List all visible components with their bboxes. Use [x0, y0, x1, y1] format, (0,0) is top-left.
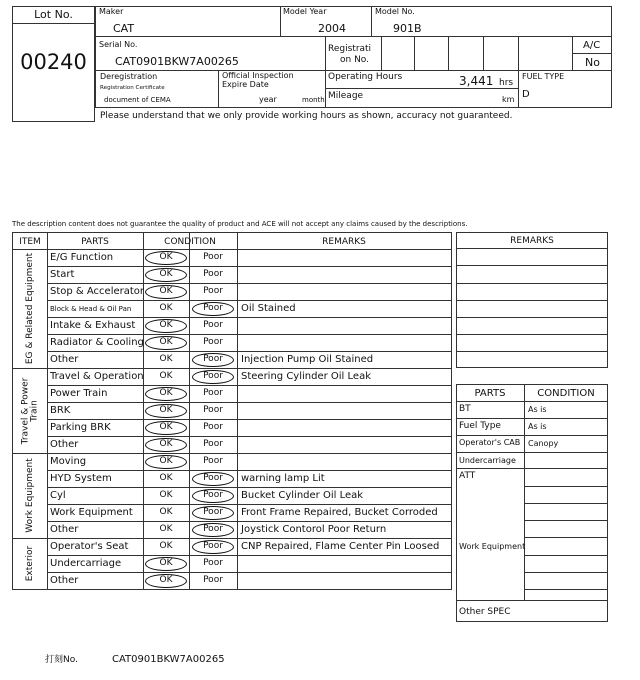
poor-option[interactable]: Poor: [203, 473, 223, 483]
part-label: Work Equipment: [50, 507, 133, 518]
cema-label: document of CEMA: [104, 96, 171, 104]
row-divider: [456, 600, 608, 601]
disclaimer: The description content does not guarantee the quality of product and ACE will not accept any claims caused by the descriptions.: [12, 220, 468, 228]
deregistration-label: Deregistration: [100, 72, 158, 81]
ok-option[interactable]: OK: [159, 575, 173, 585]
divider: [95, 36, 612, 37]
ok-option[interactable]: OK: [159, 371, 173, 381]
fuel-type-value: D: [522, 89, 530, 100]
ok-circle-mark: [145, 285, 187, 299]
month-label: month: [302, 96, 325, 104]
row-divider: [456, 248, 608, 249]
poor-option[interactable]: Poor: [203, 507, 223, 517]
remark-text: Joystick Contorol Poor Return: [241, 524, 387, 535]
row-divider: [456, 401, 608, 402]
km-unit: km: [502, 95, 515, 104]
poor-option[interactable]: Poor: [203, 252, 223, 262]
bt-label: BT: [459, 404, 471, 414]
condition-header: CONDITION: [537, 388, 595, 399]
row-divider: [456, 334, 608, 335]
ok-circle-mark: [145, 268, 187, 282]
row-divider: [47, 402, 451, 403]
fuel-type-spec-label: Fuel Type: [459, 421, 501, 431]
divider: [518, 36, 519, 108]
mileage-label: Mileage: [328, 91, 364, 101]
lot-number: 00240: [20, 50, 87, 74]
fuel-type-spec-value: As is: [528, 422, 547, 431]
operating-hours-label: Operating Hours: [328, 72, 403, 82]
row-divider: [456, 452, 608, 453]
ok-option[interactable]: OK: [159, 541, 173, 551]
row-divider: [524, 537, 608, 538]
part-label: Start: [50, 269, 75, 280]
part-label: Other: [50, 524, 79, 535]
poor-option[interactable]: Poor: [203, 371, 223, 381]
registration-label: Registrati: [328, 44, 372, 54]
part-label: Block & Head & Oil Pan: [50, 305, 132, 313]
ok-option[interactable]: OK: [159, 303, 173, 313]
part-label: Cyl: [50, 490, 66, 501]
poor-circle-mark: [192, 370, 234, 384]
inspection-label-2: Expire Date: [222, 80, 269, 89]
ok-option[interactable]: OK: [159, 456, 173, 466]
poor-circle-mark: [192, 523, 234, 537]
divider: [189, 233, 190, 589]
row-divider: [456, 468, 608, 469]
inspection-table: [12, 232, 452, 590]
part-label: Intake & Exhaust: [50, 320, 136, 331]
ok-option[interactable]: OK: [159, 252, 173, 262]
operator-cab-value: Canopy: [528, 439, 559, 448]
ac-value: No: [585, 56, 600, 69]
row-divider: [524, 520, 608, 521]
remark-text: CNP Repaired, Flame Center Pin Loosed: [241, 541, 440, 552]
operator-cab-label: Operator's CAB: [459, 438, 521, 447]
undercarriage-label: Undercarriage: [459, 456, 516, 465]
year-label: year: [259, 95, 277, 104]
poor-option[interactable]: Poor: [203, 575, 223, 585]
row-divider: [456, 418, 608, 419]
poor-circle-mark: [192, 540, 234, 554]
remarks-header: REMARKS: [510, 236, 554, 246]
remark-text: Steering Cylinder Oil Leak: [241, 371, 371, 382]
bt-value: As is: [528, 405, 547, 414]
poor-option[interactable]: Poor: [203, 422, 223, 432]
part-label: Undercarriage: [50, 558, 122, 569]
ok-option[interactable]: OK: [159, 524, 173, 534]
engraving-label: 打刻No.: [45, 655, 78, 665]
registration-certificate-label: Registration Certificate: [100, 84, 165, 91]
row-divider: [456, 317, 608, 318]
row-divider: [47, 351, 451, 352]
ok-option[interactable]: OK: [159, 473, 173, 483]
poor-circle-mark: [192, 506, 234, 520]
row-divider: [47, 504, 451, 505]
model-no-label: Model No.: [375, 7, 415, 16]
group-label: Travel & Power Train: [20, 377, 39, 444]
divider: [483, 36, 484, 70]
row-divider: [456, 300, 608, 301]
divider: [381, 36, 382, 70]
remark-text: Bucket Cylinder Oil Leak: [241, 490, 364, 501]
poor-circle-mark: [192, 353, 234, 367]
serial-label: Serial No.: [99, 40, 138, 49]
row-divider: [47, 487, 451, 488]
divider: [47, 233, 48, 589]
poor-option[interactable]: Poor: [203, 337, 223, 347]
divider: [280, 6, 281, 36]
divider: [524, 384, 525, 600]
poor-option[interactable]: Poor: [203, 320, 223, 330]
ok-circle-mark: [145, 251, 187, 265]
row-divider: [456, 435, 608, 436]
part-label: Moving: [50, 456, 87, 467]
divider: [414, 36, 415, 70]
remark-text: warning lamp Lit: [241, 473, 325, 484]
remark-text: Injection Pump Oil Stained: [241, 354, 374, 365]
ok-option[interactable]: OK: [159, 558, 173, 568]
poor-option[interactable]: Poor: [203, 456, 223, 466]
row-divider: [47, 334, 451, 335]
model-year-label: Model Year: [283, 7, 327, 16]
ok-option[interactable]: OK: [159, 286, 173, 296]
att-label: ATT: [459, 471, 476, 481]
group-label: EG & Related Equipment: [24, 252, 35, 364]
model-year-value: 2004: [318, 22, 346, 35]
poor-circle-mark: [192, 302, 234, 316]
poor-circle-mark: [192, 472, 234, 486]
ok-option[interactable]: OK: [159, 320, 173, 330]
poor-option[interactable]: Poor: [203, 490, 223, 500]
ok-option[interactable]: OK: [159, 388, 173, 398]
row-divider: [13, 589, 451, 590]
row-divider: [47, 555, 451, 556]
divider: [12, 23, 95, 24]
row-divider: [524, 555, 608, 556]
part-label: Other: [50, 575, 79, 586]
divider: [572, 53, 612, 54]
ok-circle-mark: [145, 455, 187, 469]
group-label: Work Equipment: [24, 457, 35, 533]
poor-option[interactable]: Poor: [203, 405, 223, 415]
row-divider: [47, 436, 451, 437]
poor-option[interactable]: Poor: [203, 439, 223, 449]
operating-hours-value: 3,441: [459, 74, 494, 88]
col-remarks: REMARKS: [322, 237, 366, 247]
hrs-unit: hrs: [499, 78, 514, 88]
divider: [371, 6, 372, 36]
ok-option[interactable]: OK: [159, 405, 173, 415]
ok-option[interactable]: OK: [159, 269, 173, 279]
row-divider: [47, 385, 451, 386]
part-label: Other: [50, 439, 79, 450]
remark-text: Front Frame Repaired, Bucket Corroded: [241, 507, 438, 518]
row-divider: [47, 266, 451, 267]
row-divider: [47, 300, 451, 301]
remark-text: Oil Stained: [241, 303, 296, 314]
row-divider: [456, 283, 608, 284]
divider: [95, 70, 612, 71]
part-label: BRK: [50, 405, 71, 416]
model-no-value: 901B: [393, 22, 422, 35]
col-item: ITEM: [19, 237, 41, 247]
accuracy-note: Please understand that we only provide working hours as shown, accuracy not guaranteed.: [100, 111, 513, 121]
row-divider: [524, 589, 608, 590]
ok-option[interactable]: OK: [159, 507, 173, 517]
ok-circle-mark: [145, 574, 187, 588]
part-label: Parking BRK: [50, 422, 111, 433]
row-divider: [456, 351, 608, 352]
row-divider: [47, 572, 451, 573]
row-divider: [524, 503, 608, 504]
poor-option[interactable]: Poor: [203, 269, 223, 279]
poor-option[interactable]: Poor: [203, 541, 223, 551]
part-label: Operator's Seat: [50, 541, 129, 552]
ok-circle-mark: [145, 404, 187, 418]
other-spec-label: Other SPEC: [459, 607, 511, 617]
poor-option[interactable]: Poor: [203, 524, 223, 534]
col-condition: CONDITION: [164, 237, 216, 247]
parts-header: PARTS: [474, 388, 506, 399]
ok-circle-mark: [145, 319, 187, 333]
engraving-number: CAT0901BKW7A00265: [112, 654, 225, 665]
registration-label-2: on No.: [340, 55, 370, 65]
maker-label: Maker: [99, 7, 124, 16]
row-divider: [47, 470, 451, 471]
poor-option[interactable]: Poor: [203, 388, 223, 398]
part-label: Radiator & Cooling: [50, 337, 144, 348]
row-divider: [524, 572, 608, 573]
poor-option[interactable]: Poor: [203, 558, 223, 568]
ok-option[interactable]: OK: [159, 439, 173, 449]
serial-value: CAT0901BKW7A00265: [115, 55, 239, 68]
col-parts: PARTS: [81, 237, 109, 247]
work-equipment-spec-label: Work Equipment: [459, 542, 526, 551]
divider: [325, 88, 518, 89]
ok-circle-mark: [145, 421, 187, 435]
lot-label: Lot No.: [34, 8, 73, 21]
poor-option[interactable]: Poor: [203, 354, 223, 364]
ok-option[interactable]: OK: [159, 337, 173, 347]
row-divider: [47, 419, 451, 420]
row-divider: [47, 317, 451, 318]
poor-circle-mark: [192, 489, 234, 503]
divider: [448, 36, 449, 70]
part-label: Stop & Accelerator: [50, 286, 145, 297]
poor-option[interactable]: Poor: [203, 303, 223, 313]
row-divider: [47, 521, 451, 522]
part-label: E/G Function: [50, 252, 114, 263]
part-label: Power Train: [50, 388, 108, 399]
fuel-type-label: FUEL TYPE: [522, 72, 565, 81]
group-label: Exterior: [24, 545, 35, 581]
divider: [218, 70, 219, 108]
ac-label: A/C: [583, 40, 601, 51]
ok-option[interactable]: OK: [159, 354, 173, 364]
ok-circle-mark: [145, 557, 187, 571]
ok-circle-mark: [145, 387, 187, 401]
part-label: HYD System: [50, 473, 112, 484]
row-divider: [47, 283, 451, 284]
ok-circle-mark: [145, 336, 187, 350]
ok-option[interactable]: OK: [159, 422, 173, 432]
poor-option[interactable]: Poor: [203, 286, 223, 296]
maker-value: CAT: [113, 22, 135, 35]
inspection-label: Official Inspection: [222, 71, 294, 80]
row-divider: [524, 486, 608, 487]
divider: [237, 233, 238, 589]
ok-circle-mark: [145, 438, 187, 452]
part-label: Travel & Operation: [50, 371, 144, 382]
row-divider: [456, 265, 608, 266]
ok-option[interactable]: OK: [159, 490, 173, 500]
part-label: Other: [50, 354, 79, 365]
divider: [325, 36, 326, 108]
